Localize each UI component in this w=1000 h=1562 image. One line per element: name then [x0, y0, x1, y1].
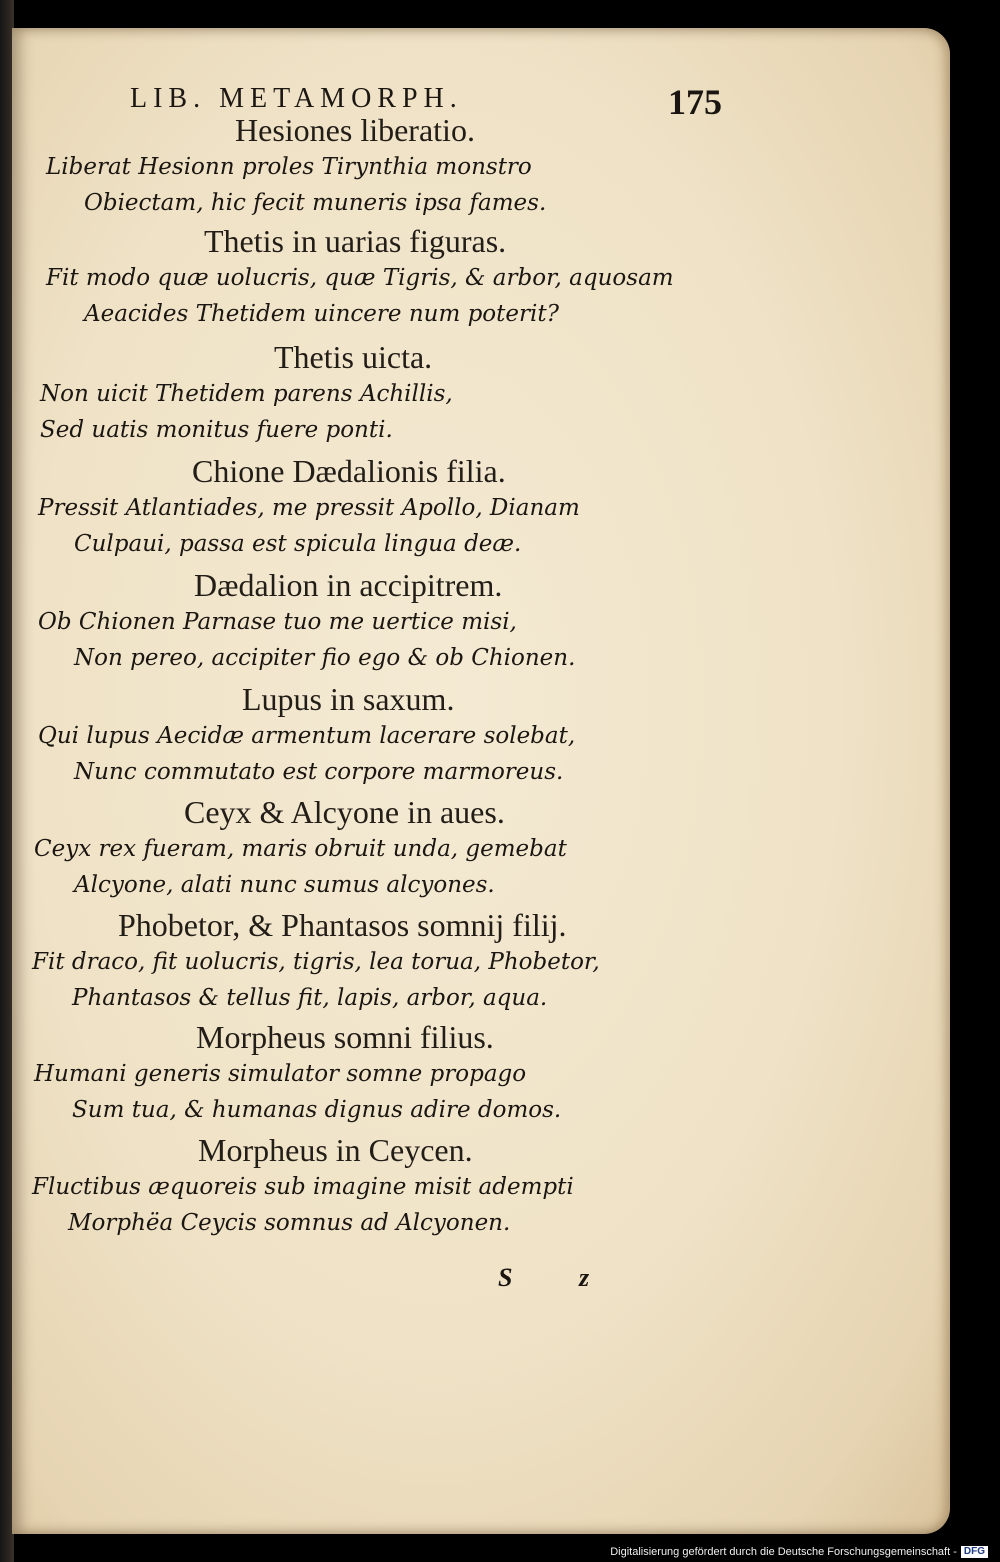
section-heading: Thetis in uarias figuras. [204, 223, 507, 259]
section-heading: Chione Dædalionis filia. [192, 453, 506, 489]
section-thetis-figuras [12, 222, 772, 332]
section-morpheus-filius [12, 1018, 772, 1128]
section-thetis-uicta [12, 338, 772, 448]
verse-line: Non pereo, accipiter fio ego & ob Chionen. [74, 645, 576, 671]
footer-text: Digitalisierung gefördert durch die Deutsche Forschungsgemeinschaft - [610, 1546, 957, 1558]
footer-credit [610, 1544, 988, 1560]
section-morpheus-ceycen [12, 1131, 772, 1241]
book-page [12, 28, 950, 1534]
verse-line: Nunc commutato est corpore marmoreus. [74, 759, 564, 785]
section-heading: Morpheus in Ceycen. [198, 1132, 473, 1168]
verse-line: Sed uatis monitus fuere ponti. [40, 417, 393, 443]
verse-line: Fit draco, fit uolucris, tigris, lea torua, Phobetor, [32, 949, 600, 975]
section-daedalion [12, 566, 772, 676]
section-ceyx [12, 793, 772, 903]
section-heading: Lupus in saxum. [242, 681, 455, 717]
verse-line: Non uicit Thetidem parens Achillis, [40, 381, 453, 407]
section-lupus [12, 680, 772, 790]
verse-line: Sum tua, & humanas dignus adire domos. [72, 1097, 562, 1123]
verse-line: Culpaui, passa est spicula lingua deæ. [74, 531, 522, 557]
verse-line: Fluctibus æquoreis sub imagine misit adempti [32, 1174, 574, 1200]
section-heading: Hesiones liberatio. [235, 112, 475, 148]
section-heading: Ceyx & Alcyone in aues. [184, 794, 505, 830]
verse-line: Aeacides Thetidem uincere num poterit? [84, 301, 559, 327]
verse-line: Qui lupus Aecidæ armentum lacerare solebat, [38, 723, 576, 749]
verse-line: Ceyx rex fueram, maris obruit unda, gemebat [34, 836, 567, 862]
verse-line: Alcyone, alati nunc sumus alcyones. [74, 872, 495, 898]
signature-mark: S z [498, 1263, 620, 1292]
section-heading: Phobetor, & Phantasos somnij filij. [118, 907, 567, 943]
verse-line: Ob Chionen Parnase tuo me uertice misi, [38, 609, 517, 635]
section-phobetor [12, 906, 772, 1016]
verse-line: Morphëa Ceycis somnus ad Alcyonen. [68, 1210, 511, 1236]
verse-line: Pressit Atlantiades, me pressit Apollo, Dianam [38, 495, 580, 521]
section-heading: Dædalion in accipitrem. [194, 567, 503, 603]
verse-line: Fit modo quæ uolucris, quæ Tigris, & arbor, aquosam [46, 265, 674, 291]
section-chione [12, 452, 772, 562]
verse-line: Obiectam, hic fecit muneris ipsa fames. [84, 190, 547, 216]
section-hesiones [12, 111, 772, 221]
verse-line: Liberat Hesionn proles Tirynthia monstro [46, 154, 532, 180]
page-number: 175 [668, 82, 722, 122]
dfg-logo: DFG [961, 1546, 988, 1558]
verse-line: Phantasos & tellus fit, lapis, arbor, aqua. [72, 985, 548, 1011]
section-heading: Morpheus somni filius. [196, 1019, 494, 1055]
verse-line: Humani generis simulator somne propago [34, 1061, 527, 1087]
running-title: LIB. METAMORPH. [130, 83, 463, 114]
section-heading: Thetis uicta. [274, 339, 433, 375]
